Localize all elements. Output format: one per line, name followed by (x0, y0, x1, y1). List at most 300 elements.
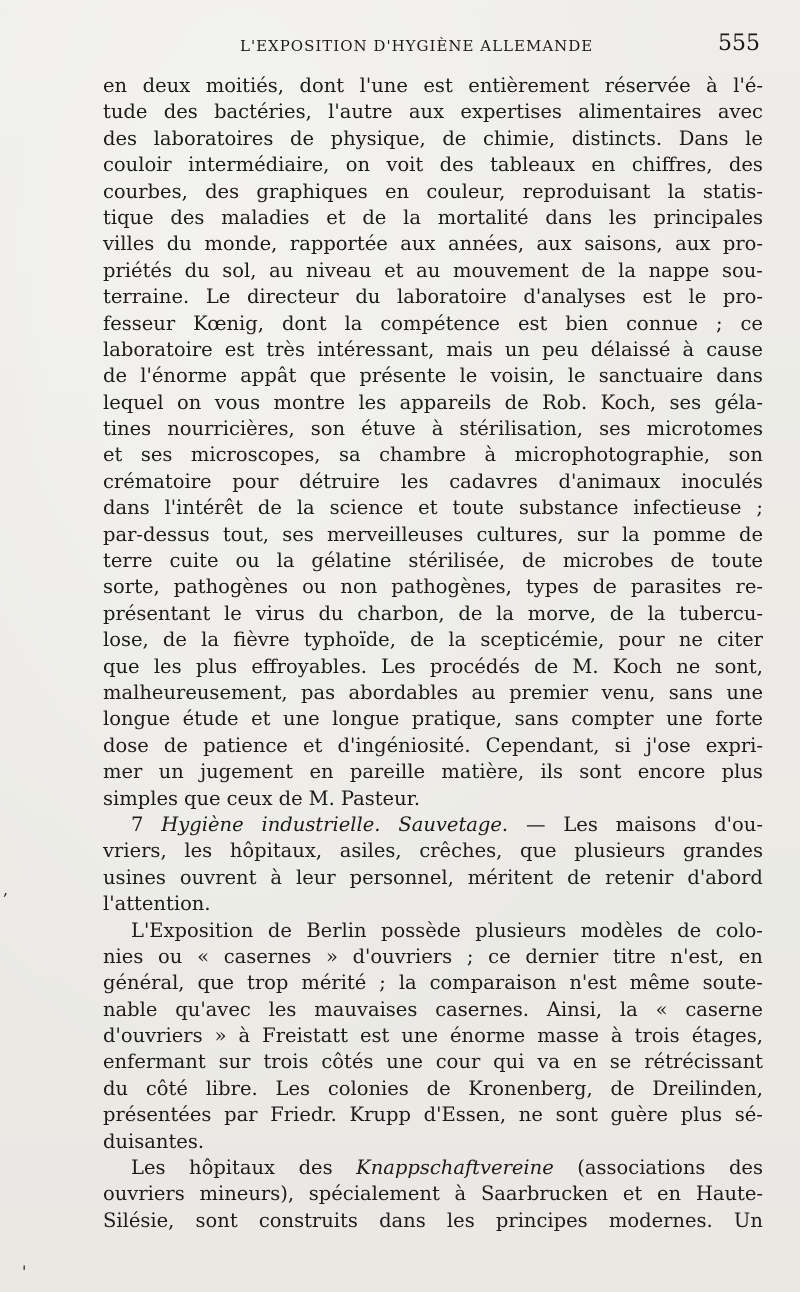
word: M. (308, 786, 335, 810)
word: si (614, 733, 631, 757)
word: que (197, 971, 235, 995)
word: énorme (450, 1024, 526, 1048)
text-line (103, 574, 763, 600)
word: plus (195, 654, 238, 678)
word: de (362, 205, 387, 229)
word: la (619, 997, 638, 1021)
word: même (629, 971, 690, 995)
word: et (622, 1182, 643, 1206)
word: enfermant (103, 1050, 206, 1074)
word: d'ouvriers (352, 944, 453, 968)
word: Ainsi, (546, 997, 603, 1021)
word: présentées (103, 1103, 212, 1127)
word: pour (232, 469, 279, 493)
word: de (103, 364, 128, 388)
word: à (484, 443, 497, 467)
text-line (103, 838, 763, 864)
word: est (423, 74, 453, 97)
word: est (517, 311, 548, 335)
word: au (269, 258, 294, 282)
margin-mark: , (3, 880, 9, 899)
body-text (103, 73, 763, 1234)
word: nable (103, 997, 158, 1021)
word: la (647, 601, 666, 625)
word: dans (545, 205, 593, 229)
text-line (103, 627, 763, 653)
word: morve, (527, 601, 597, 625)
word: compétence (380, 311, 500, 335)
text-line (103, 1129, 763, 1155)
word: hôpitaux, (229, 839, 323, 863)
word: modernes. (608, 1208, 713, 1232)
word: ses (140, 443, 173, 467)
text-line (103, 284, 763, 310)
word: en (309, 760, 334, 784)
word: nappe (648, 258, 710, 282)
word: colonies (327, 1076, 409, 1100)
word: son (728, 443, 763, 467)
word: général, (103, 971, 185, 995)
italic-word: Hygiène (161, 812, 244, 836)
text-line (103, 812, 763, 838)
word: retenir (605, 865, 674, 889)
word: comparaison (429, 971, 557, 995)
word: nourricières, (167, 417, 295, 441)
word: et (251, 707, 271, 731)
word: tique (103, 205, 154, 229)
word: parasites (630, 575, 722, 599)
word: de (163, 733, 188, 757)
word: en (385, 179, 410, 203)
word: les (400, 469, 429, 493)
word: graphiques (256, 179, 368, 203)
word: que (184, 786, 221, 810)
text-line (103, 152, 763, 178)
word: bien (565, 311, 609, 335)
word: typhoïde, (303, 628, 396, 652)
word: ; (715, 311, 723, 335)
word: côtés (321, 1050, 374, 1074)
word: et (384, 258, 404, 282)
word: de (278, 786, 303, 810)
text-line (103, 680, 763, 706)
word: du (166, 232, 192, 256)
word: par-dessus (103, 522, 210, 546)
margin-mark: ' (22, 1262, 27, 1281)
word: des (298, 1156, 333, 1180)
word: Cependant, (485, 733, 600, 757)
text-line (103, 918, 763, 944)
word: des (170, 205, 205, 229)
word: plusieurs (475, 918, 567, 942)
word: et (103, 443, 123, 467)
word: rapportée (289, 232, 388, 256)
text-line (103, 1076, 763, 1102)
text-line (103, 733, 763, 759)
word: Les (275, 1076, 311, 1100)
word: Un (733, 1208, 763, 1232)
text-line (103, 706, 763, 732)
word: alimentaires (578, 100, 702, 124)
bleed-through-text (230, 0, 790, 26)
word: les (268, 997, 297, 1021)
word: appât (240, 364, 297, 388)
word: principales (653, 205, 763, 229)
word: ils (540, 760, 563, 784)
running-header (240, 31, 760, 63)
word: laboratoire (103, 337, 213, 361)
word: procédés (429, 654, 520, 678)
word: laboratoire (397, 285, 507, 309)
word: ou (302, 575, 327, 599)
text-line (103, 99, 763, 125)
word: intermédiaire, (188, 153, 330, 177)
word: microtomes (646, 417, 763, 441)
word: du (355, 285, 381, 309)
word: spécialement (308, 1182, 440, 1206)
italic-word: Sauvetage. (398, 812, 509, 836)
word: principes (495, 1208, 588, 1232)
word: trois (634, 1024, 680, 1048)
text-line (103, 416, 763, 442)
word: lequel (103, 390, 164, 414)
word: d'animaux (558, 469, 661, 493)
word: en (572, 1050, 597, 1074)
word: aux (536, 232, 572, 256)
word: Krupp (349, 1103, 411, 1127)
word: statis- (702, 179, 763, 203)
word: peu (542, 337, 579, 361)
word: de (677, 918, 702, 942)
text-line (103, 601, 763, 627)
word: de (521, 549, 546, 573)
word: cour (435, 1050, 481, 1074)
word: de (289, 126, 314, 150)
word: (associations (577, 1156, 706, 1180)
word: pro- (722, 285, 763, 309)
word: au (416, 258, 441, 282)
word: vriers, (103, 839, 167, 863)
word: étages, (691, 1024, 763, 1048)
word: « (655, 997, 668, 1021)
word: détruire (299, 469, 380, 493)
word: à (682, 337, 695, 361)
word: années, (448, 232, 525, 256)
word: une (386, 1050, 423, 1074)
word: longue (103, 707, 171, 731)
word: sé- (734, 1103, 763, 1127)
word: crématoire (103, 469, 212, 493)
word: aux (675, 232, 711, 256)
word: microscopes, (190, 443, 321, 467)
word: la (667, 179, 686, 203)
word: côté (145, 1076, 188, 1100)
word: à (270, 865, 283, 889)
word: M. (572, 654, 599, 678)
word: la (201, 628, 220, 652)
word: de (442, 126, 467, 150)
word: on (345, 153, 371, 177)
word: mer (103, 760, 143, 784)
word: à (706, 74, 718, 97)
word: ; (466, 944, 474, 968)
word: crêches, (419, 839, 503, 863)
word: Haute- (695, 1182, 763, 1206)
word: pathogènes (173, 575, 289, 599)
word: l'une (359, 74, 408, 97)
word: expertises (460, 100, 562, 124)
word: dans (716, 364, 763, 388)
word: ouvrent (179, 865, 257, 889)
text-line (103, 1208, 763, 1234)
word: entièrement (468, 74, 590, 97)
word: rétrécissant (644, 1050, 763, 1074)
word: la (621, 522, 640, 546)
text-line (103, 786, 763, 812)
word: ses (669, 390, 702, 414)
word: de (738, 522, 763, 546)
word: pomme (653, 522, 726, 546)
word: aux (408, 100, 445, 124)
word: ou (235, 549, 260, 573)
word: distincts. (571, 126, 663, 150)
word: des (439, 153, 474, 177)
word: maladies (221, 205, 310, 229)
word: re- (735, 575, 763, 599)
word: ce (740, 311, 763, 335)
word: dont (299, 74, 345, 97)
word: sur (576, 522, 609, 546)
word: matière, (441, 760, 525, 784)
word: des (205, 179, 240, 203)
word: fièvre (233, 628, 290, 652)
word: ; (756, 496, 763, 520)
text-line (103, 759, 763, 785)
word: une (726, 680, 763, 704)
word: que (520, 839, 557, 863)
word: présentant (103, 601, 211, 625)
text-line (103, 970, 763, 996)
word: dose (103, 733, 149, 757)
word: maisons (615, 812, 697, 836)
text-line (103, 390, 763, 416)
word: le (688, 285, 707, 309)
text-line (103, 73, 763, 99)
word: de (410, 628, 435, 652)
word: avec (717, 100, 763, 124)
word: Koch, (600, 390, 657, 414)
word: ou (158, 944, 183, 968)
word: des (163, 100, 198, 124)
word: terre (103, 549, 153, 573)
word: d'analyses (523, 285, 626, 309)
word: la (618, 258, 636, 282)
word: j'ose (645, 733, 691, 757)
text-line (103, 1102, 763, 1128)
word: premier (509, 680, 589, 704)
word: en (738, 944, 763, 968)
text-line (103, 522, 763, 548)
word: de (257, 496, 282, 520)
word: sans (668, 680, 713, 704)
word: non (340, 575, 378, 599)
word: le (459, 364, 478, 388)
word: du (103, 1076, 129, 1100)
text-line (103, 1181, 763, 1207)
word: sanctuaire (598, 364, 703, 388)
word: la (344, 311, 363, 335)
word: à (431, 417, 444, 441)
word: bactéries, (214, 100, 312, 124)
word: Les (563, 812, 598, 836)
word: chiffres, (631, 153, 713, 177)
word: au (471, 680, 496, 704)
text-line (103, 865, 763, 891)
word: scepticémie, (480, 628, 605, 652)
word: L'Exposition (131, 918, 254, 942)
word: Koch (612, 654, 663, 678)
word: merveilleuses (326, 522, 464, 546)
word: est (642, 285, 672, 309)
word: couloir (103, 153, 172, 177)
text-line (103, 1049, 763, 1075)
word: mérité (301, 971, 367, 995)
word: colo- (715, 918, 763, 942)
word: expri- (705, 733, 763, 757)
word: villes (103, 232, 155, 256)
word: niveau (305, 258, 372, 282)
word: de (162, 628, 187, 652)
word: charbon, (357, 601, 445, 625)
word: voit (386, 153, 424, 177)
word: l'attention. (103, 892, 211, 916)
word: une (666, 707, 703, 731)
word: un (504, 337, 530, 361)
word: n'est, (670, 944, 725, 968)
word: sont (555, 1103, 598, 1127)
word: effroyables. (251, 654, 367, 678)
word: ses (599, 417, 631, 441)
text-line (103, 231, 763, 257)
word: pas (301, 680, 336, 704)
word: cultures, (476, 522, 564, 546)
word: va (537, 1050, 560, 1074)
word: couleur, (426, 179, 506, 203)
word: tines (103, 417, 152, 441)
word: physique, (330, 126, 426, 150)
word: d'Essen, (423, 1103, 507, 1127)
word: toute (452, 496, 504, 520)
word: Dans (678, 126, 729, 150)
word: voisin, (490, 364, 555, 388)
word: en (103, 74, 128, 97)
word: d'ou- (714, 812, 763, 836)
word: science (329, 496, 404, 520)
word: ; (379, 971, 386, 995)
word: forte (715, 707, 763, 731)
word: » (325, 944, 338, 968)
word: étude (182, 707, 239, 731)
word: mouvement (453, 258, 569, 282)
word: fesseur (103, 311, 176, 335)
word: plus (721, 760, 763, 784)
word: Freistatt (262, 1024, 348, 1048)
text-line (103, 944, 763, 970)
word: modèles (580, 918, 663, 942)
word: pareille (349, 760, 426, 784)
word: virus (255, 601, 305, 625)
word: pathogènes, (391, 575, 512, 599)
word: de (610, 1076, 635, 1100)
text-line (103, 997, 763, 1023)
word: de (567, 865, 592, 889)
word: des (728, 153, 763, 177)
word: priétés (103, 258, 172, 282)
word: dans (379, 1208, 426, 1232)
word: hôpitaux (189, 1156, 276, 1180)
word: que (103, 654, 140, 678)
word: deux (142, 74, 191, 97)
word: grandes (682, 839, 763, 863)
text-line (103, 495, 763, 521)
word: nies (103, 944, 144, 968)
word: courbes, (103, 179, 188, 203)
word: laboratoires (153, 126, 274, 150)
word: ne (676, 654, 701, 678)
word: patience (203, 733, 288, 757)
word: pratique, (411, 707, 503, 731)
word: chambre (379, 443, 467, 467)
word: sorte, (103, 575, 160, 599)
word: intéressant, (317, 337, 435, 361)
word: sont (579, 760, 622, 784)
word: n'est (569, 971, 617, 995)
word: malheureusement, (103, 680, 288, 704)
word: la (403, 205, 421, 229)
word: Kronenberg, (468, 1076, 593, 1100)
word: 7 (131, 812, 144, 836)
word: terraine. (103, 285, 190, 309)
word: sur (218, 1050, 251, 1074)
word: que (309, 364, 347, 388)
word: saisons, (584, 232, 663, 256)
word: aux (400, 232, 436, 256)
word: du (318, 601, 344, 625)
word: microphotographie, (514, 443, 711, 467)
word: citer (717, 628, 763, 652)
word: les (446, 1208, 475, 1232)
word: du (184, 258, 210, 282)
word: le (567, 364, 586, 388)
text-line (103, 363, 763, 389)
word: de (581, 258, 606, 282)
word: tude (103, 100, 148, 124)
word: montre (273, 390, 346, 414)
word: infectieuse (633, 496, 742, 520)
word: stérilisation, (459, 417, 584, 441)
word: casernes. (435, 997, 529, 1021)
word: d'abord (687, 865, 763, 889)
word: une (401, 1024, 439, 1048)
word: qu'avec (175, 997, 251, 1021)
word: de (592, 575, 617, 599)
word: la (296, 496, 315, 520)
word: est (224, 337, 255, 361)
word: sont, (714, 654, 763, 678)
word: les (608, 205, 637, 229)
word: personnel, (349, 865, 454, 889)
text-line (103, 469, 763, 495)
